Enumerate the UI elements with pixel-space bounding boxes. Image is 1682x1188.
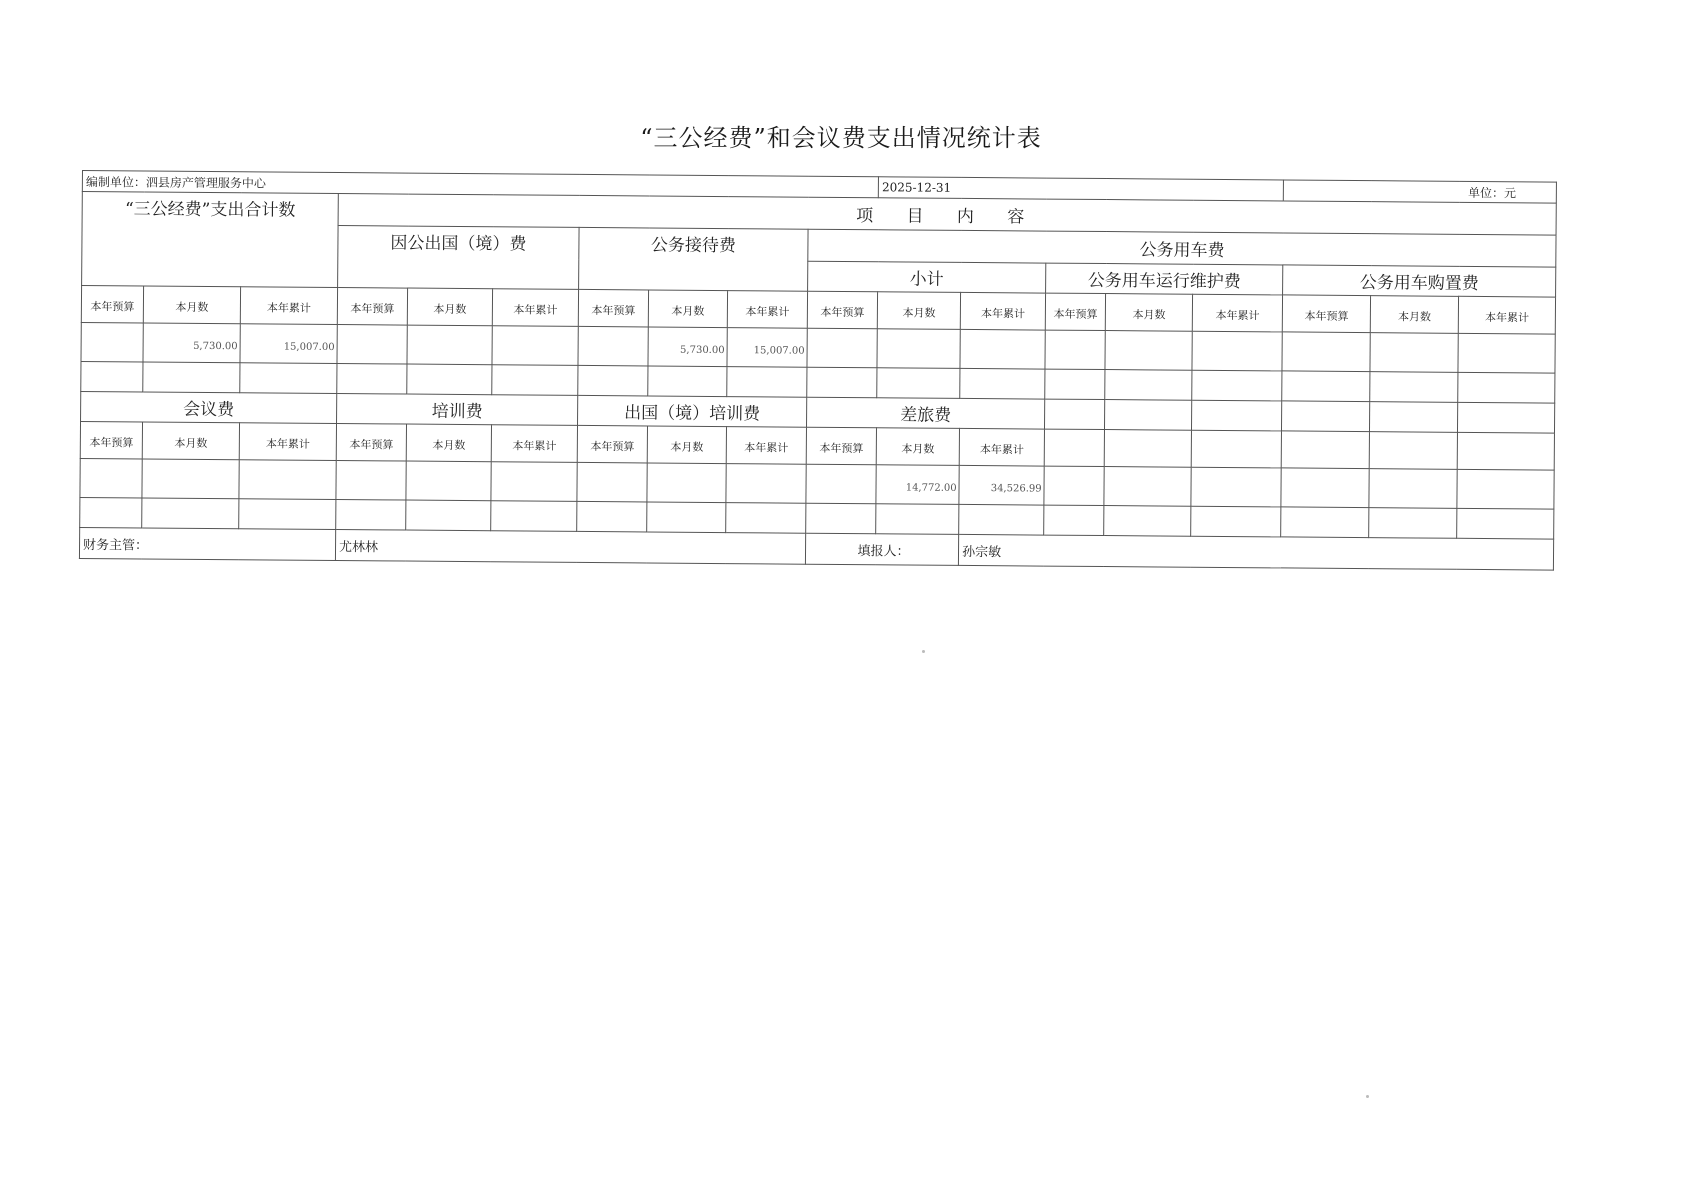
data-cell bbox=[727, 367, 807, 398]
data-cell bbox=[578, 365, 648, 396]
data-cell bbox=[1105, 370, 1192, 401]
data-cell bbox=[1282, 401, 1370, 432]
data-cell bbox=[1281, 468, 1369, 508]
data-cell bbox=[877, 329, 960, 369]
travel-month-value: 14,772.00 bbox=[876, 465, 959, 505]
data-cell bbox=[240, 363, 337, 394]
col-month: 本月数 bbox=[648, 290, 727, 328]
col-month: 本月数 bbox=[876, 428, 959, 466]
data-cell bbox=[1457, 508, 1554, 539]
data-cell bbox=[1105, 400, 1192, 431]
data-cell bbox=[1045, 399, 1105, 429]
data-cell bbox=[959, 504, 1044, 535]
data-cell bbox=[1458, 402, 1555, 433]
data-cell bbox=[1044, 505, 1104, 535]
vehicle-purchase-header: 公务用车购置费 bbox=[1283, 265, 1556, 297]
data-cell bbox=[726, 503, 806, 534]
data-cell bbox=[336, 500, 406, 531]
data-cell bbox=[1282, 371, 1370, 402]
data-cell bbox=[726, 464, 806, 504]
data-cell bbox=[492, 365, 578, 396]
data-cell bbox=[1282, 332, 1370, 372]
reception-month-value: 5,730.00 bbox=[648, 327, 727, 367]
data-cell bbox=[1191, 430, 1281, 468]
col-cumulative: 本年累计 bbox=[727, 291, 807, 329]
total-header: “三公经费”支出合计数 bbox=[82, 192, 339, 288]
col-budget: 本年预算 bbox=[336, 424, 406, 462]
data-cell bbox=[577, 501, 647, 532]
col-cumulative: 本年累计 bbox=[491, 425, 577, 463]
finance-supervisor-name: 尤林林 bbox=[335, 530, 805, 565]
currency-unit: 单位：元 bbox=[1283, 180, 1556, 203]
data-cell bbox=[1370, 402, 1458, 433]
data-cell bbox=[1370, 372, 1458, 403]
filler-name: 孙宗敏 bbox=[959, 534, 1554, 570]
project-header: 项 目 内 容 bbox=[338, 194, 1556, 236]
finance-supervisor-label: 财务主管： bbox=[79, 527, 335, 560]
data-cell bbox=[1045, 330, 1105, 369]
scan-speck bbox=[922, 650, 925, 653]
abroad-header: 因公出国（境）费 bbox=[338, 226, 579, 290]
data-cell bbox=[142, 459, 239, 499]
data-cell bbox=[876, 504, 959, 535]
data-cell bbox=[960, 329, 1045, 369]
data-cell bbox=[577, 462, 647, 502]
col-budget: 本年预算 bbox=[578, 289, 648, 327]
data-cell bbox=[1104, 506, 1191, 537]
col-cumulative: 本年累计 bbox=[959, 428, 1044, 466]
reception-header: 公务接待费 bbox=[579, 227, 808, 291]
col-cumulative: 本年累计 bbox=[726, 427, 806, 465]
vehicle-maint-header: 公务用车运行维护费 bbox=[1046, 263, 1283, 295]
data-cell bbox=[877, 368, 960, 399]
data-cell bbox=[142, 498, 239, 529]
data-cell bbox=[336, 461, 406, 501]
compiling-unit: 编制单位：泗县房产管理服务中心 bbox=[82, 171, 878, 198]
data-cell bbox=[1105, 331, 1192, 371]
data-cell bbox=[1192, 370, 1282, 401]
col-budget: 本年预算 bbox=[80, 421, 142, 458]
data-cell bbox=[807, 367, 877, 398]
data-cell bbox=[1458, 333, 1555, 373]
data-cell bbox=[1191, 467, 1281, 507]
col-month: 本月数 bbox=[407, 288, 492, 326]
data-cell bbox=[407, 364, 492, 395]
col-budget: 本年预算 bbox=[81, 286, 143, 323]
col-budget: 本年预算 bbox=[337, 288, 407, 326]
page-title: “三公经费”和会议费支出情况统计表 bbox=[640, 124, 1042, 152]
col-month: 本月数 bbox=[877, 292, 960, 330]
col-budget: 本年预算 bbox=[807, 291, 877, 329]
travel-header: 差旅费 bbox=[807, 397, 1045, 429]
data-cell bbox=[1191, 506, 1281, 537]
report-date: 2025-12-31 bbox=[878, 177, 1283, 201]
abroad-training-header: 出国（境）培训费 bbox=[578, 395, 807, 427]
data-cell bbox=[143, 362, 240, 393]
data-cell bbox=[337, 364, 407, 395]
meeting-header: 会议费 bbox=[81, 391, 337, 423]
data-cell bbox=[492, 326, 578, 366]
col-cumulative: 本年累计 bbox=[1192, 294, 1282, 332]
col-month: 本月数 bbox=[406, 424, 491, 462]
data-cell bbox=[1369, 469, 1457, 509]
col-budget: 本年预算 bbox=[1282, 295, 1370, 333]
data-cell bbox=[81, 361, 143, 391]
statistics-table bbox=[79, 170, 1557, 571]
data-cell bbox=[578, 326, 648, 366]
data-cell bbox=[807, 328, 877, 368]
data-cell bbox=[406, 500, 491, 531]
vehicle-header: 公务用车费 bbox=[808, 229, 1556, 267]
data-cell bbox=[1369, 508, 1457, 539]
col-budget: 本年预算 bbox=[1045, 293, 1105, 330]
data-cell bbox=[80, 497, 142, 527]
data-cell bbox=[239, 499, 336, 530]
data-cell bbox=[647, 463, 726, 503]
data-cell bbox=[239, 460, 336, 500]
data-cell bbox=[647, 502, 726, 533]
travel-cumulative-value: 34,526.99 bbox=[959, 465, 1044, 505]
total-cumulative-value: 15,007.00 bbox=[240, 324, 337, 364]
col-month: 本月数 bbox=[142, 422, 239, 460]
col-month: 本月数 bbox=[1105, 294, 1192, 332]
data-cell bbox=[1281, 431, 1369, 469]
col-cumulative: 本年累计 bbox=[239, 423, 336, 461]
data-cell bbox=[1044, 429, 1104, 466]
total-month-value: 5,730.00 bbox=[143, 323, 240, 363]
col-month: 本月数 bbox=[1370, 296, 1458, 334]
data-cell bbox=[1370, 333, 1458, 373]
data-cell bbox=[1044, 466, 1104, 505]
col-cumulative: 本年累计 bbox=[960, 292, 1045, 330]
total-budget-cell bbox=[81, 322, 143, 361]
data-cell bbox=[1457, 432, 1554, 470]
training-header: 培训费 bbox=[337, 394, 578, 426]
data-cell bbox=[491, 462, 577, 502]
data-cell bbox=[1045, 369, 1105, 399]
data-cell bbox=[1192, 331, 1282, 371]
reception-cumulative-value: 15,007.00 bbox=[727, 328, 807, 368]
data-cell bbox=[1192, 400, 1282, 431]
data-cell bbox=[1104, 467, 1191, 507]
data-cell bbox=[806, 464, 876, 504]
data-cell bbox=[1104, 430, 1191, 468]
data-cell bbox=[407, 325, 492, 365]
col-budget: 本年预算 bbox=[577, 425, 647, 463]
data-cell bbox=[1369, 432, 1457, 470]
data-cell bbox=[1458, 372, 1555, 403]
data-cell bbox=[1457, 469, 1554, 509]
col-cumulative: 本年累计 bbox=[240, 287, 337, 325]
col-budget: 本年预算 bbox=[806, 427, 876, 465]
col-cumulative: 本年累计 bbox=[492, 289, 578, 327]
data-cell bbox=[406, 461, 491, 501]
data-cell bbox=[1281, 507, 1369, 538]
data-cell bbox=[80, 458, 142, 497]
data-cell bbox=[648, 366, 727, 397]
vehicle-subtotal-header: 小计 bbox=[808, 261, 1046, 293]
scan-speck bbox=[1366, 1095, 1369, 1098]
col-month: 本月数 bbox=[647, 426, 726, 464]
data-cell bbox=[337, 325, 407, 365]
data-cell bbox=[491, 501, 577, 532]
filler-label: 填报人： bbox=[805, 533, 958, 565]
data-cell bbox=[960, 368, 1045, 399]
data-cell bbox=[806, 503, 876, 534]
col-month: 本月数 bbox=[143, 286, 240, 324]
col-cumulative: 本年累计 bbox=[1458, 296, 1555, 334]
